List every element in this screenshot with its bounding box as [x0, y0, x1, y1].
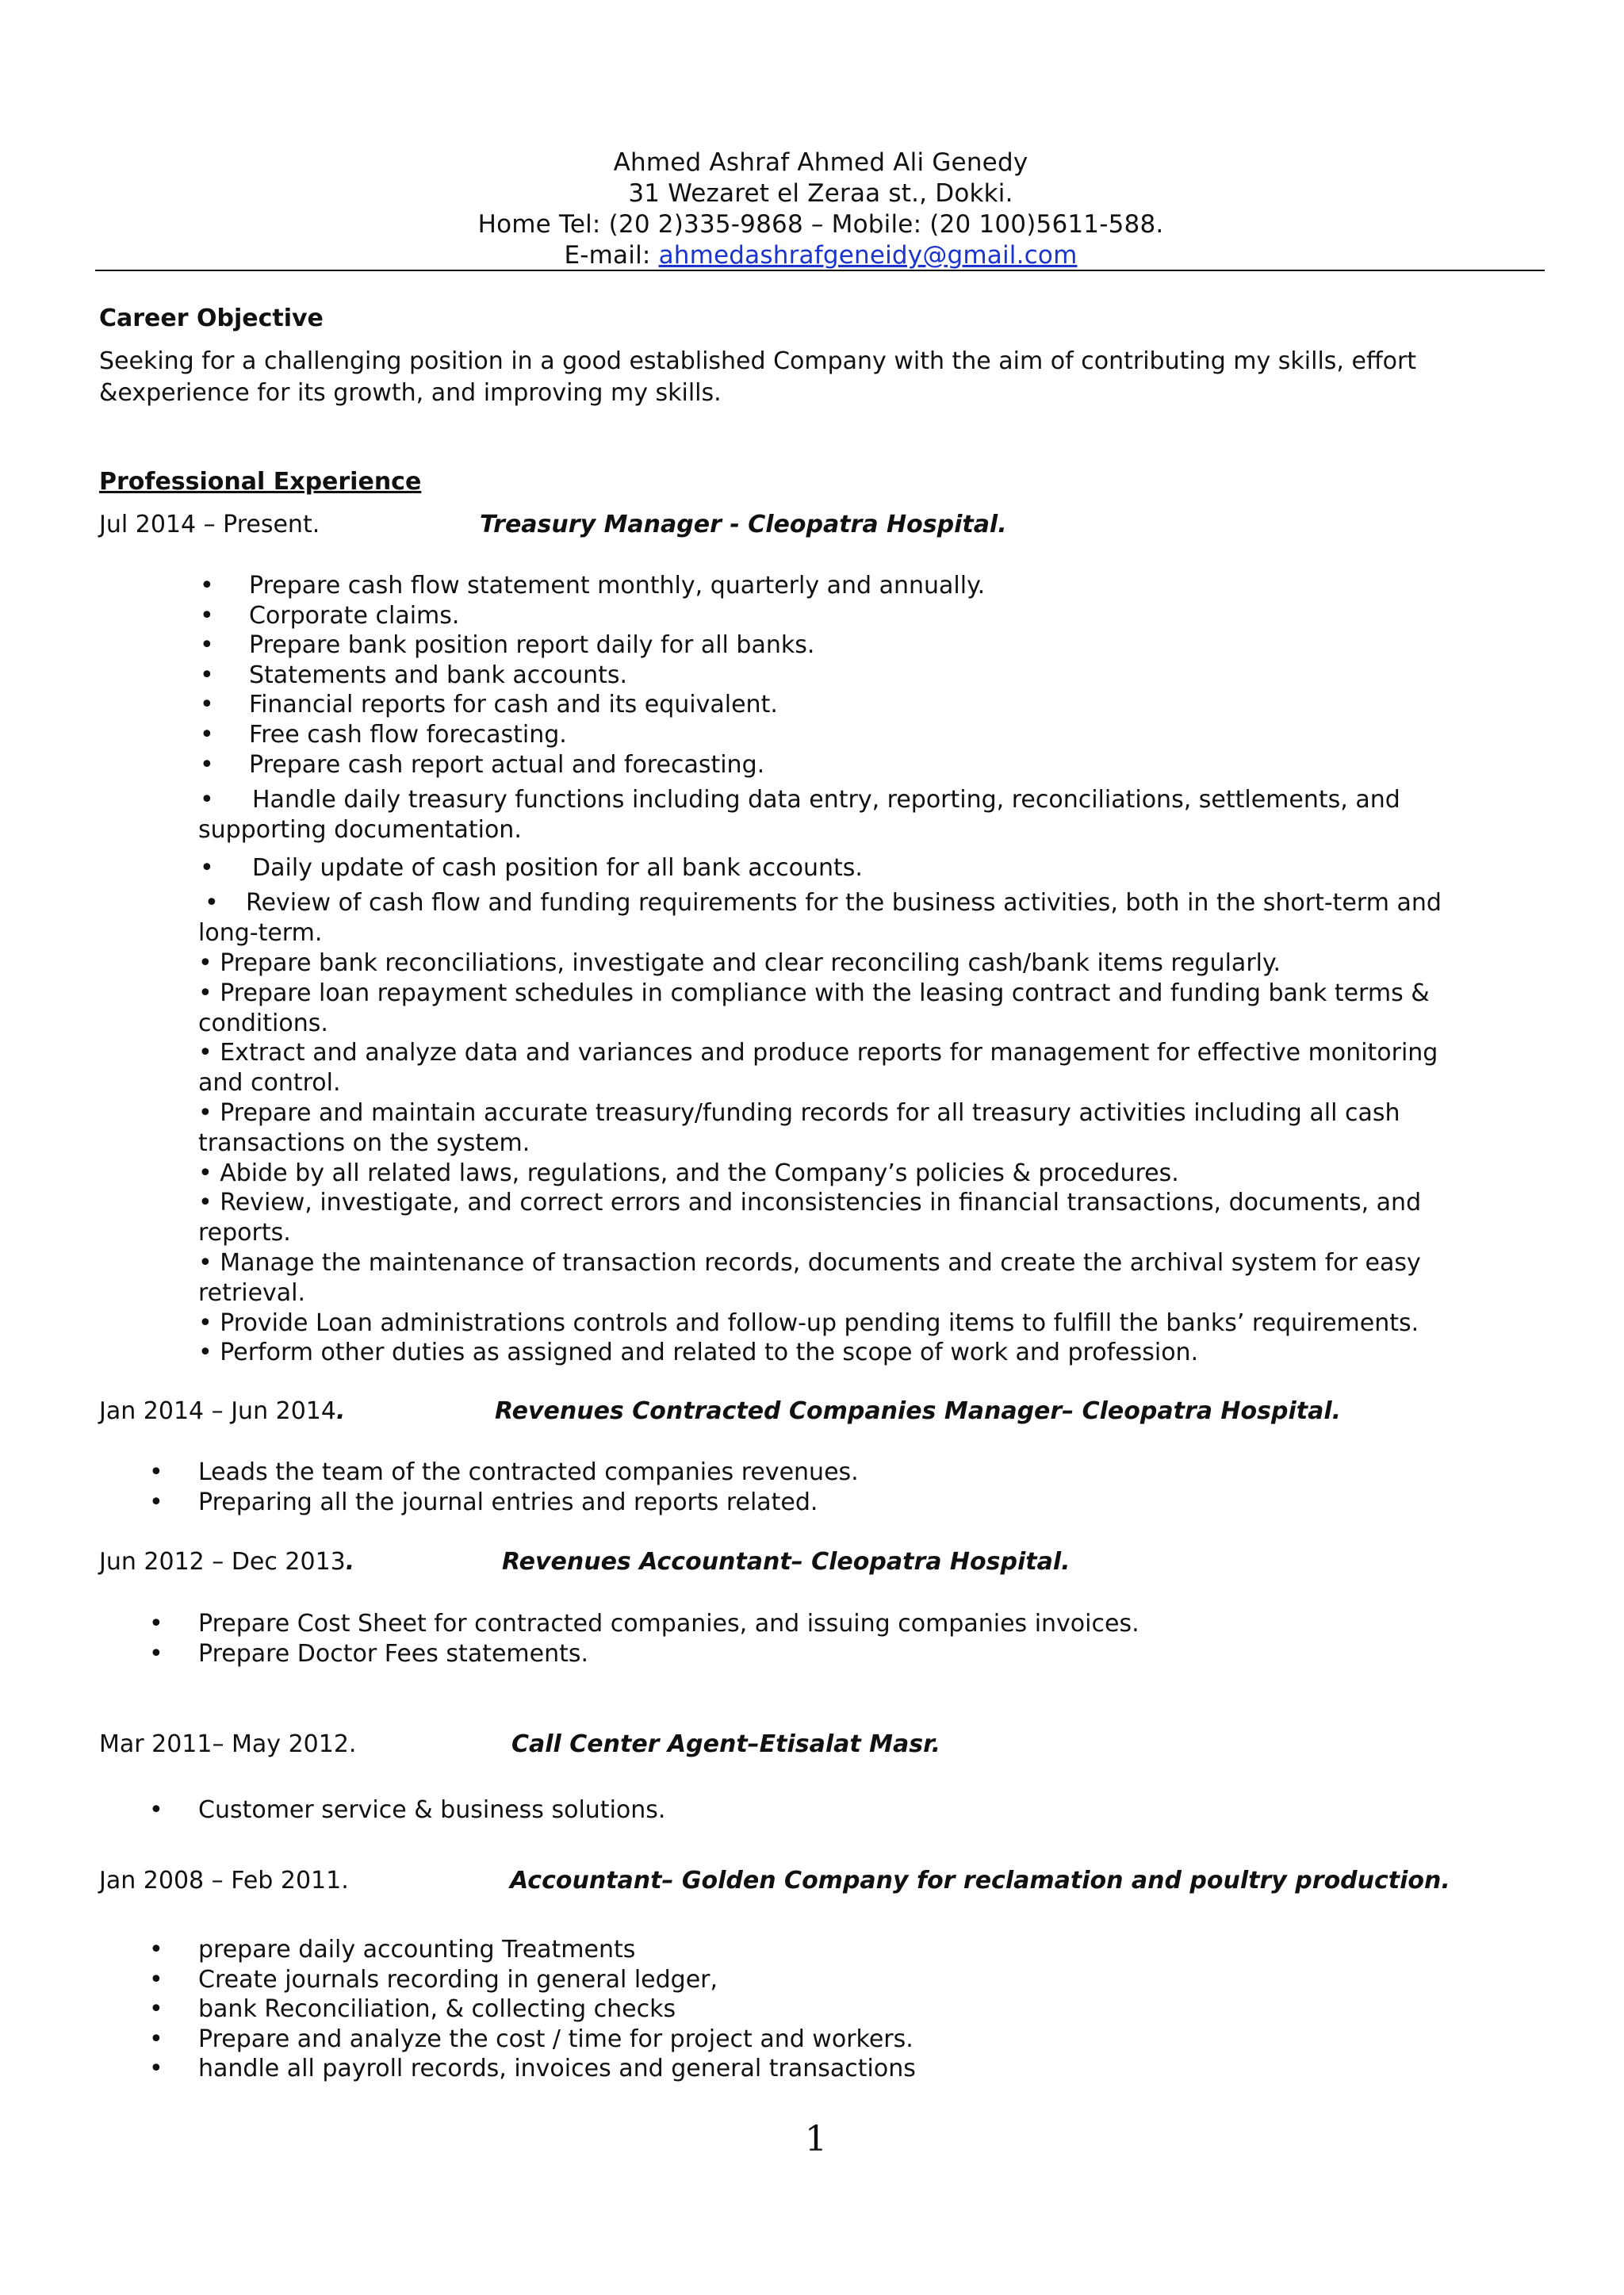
list-line: • Prepare loan repayment schedules in compliance with the leasing contract and funding bank terms &	[198, 979, 1430, 1007]
list-item	[149, 1935, 916, 1965]
career-objective-heading: Career Objective	[99, 305, 324, 332]
bullet-glyph: •	[200, 691, 214, 719]
list-item-text: Customer service & business solutions.	[198, 1796, 666, 1824]
bullet-glyph: •	[200, 661, 214, 689]
objective-line: &experience for its growth, and improving my skills.	[99, 379, 722, 407]
bullet-glyph: •	[200, 854, 214, 882]
bullet-glyph: •	[149, 1488, 163, 1516]
list-item-text: Prepare cash report actual and forecasting.	[249, 750, 765, 779]
list-line: • Perform other duties as assigned and related to the scope of work and profession.	[198, 1339, 1199, 1367]
bullet-glyph: •	[149, 1965, 163, 1994]
list-item-text: Statements and bank accounts.	[249, 661, 628, 689]
list-item-text: Daily update of cash position for all bank accounts.	[252, 854, 863, 882]
list-item	[149, 2025, 916, 2055]
list-item-text: long-term.	[198, 919, 323, 947]
job-date: Jun 2012 – Dec 2013.	[99, 1548, 355, 1576]
list-item-text: handle all payroll records, invoices and general transactions	[198, 2055, 916, 2083]
page-number: 1	[805, 2119, 827, 2159]
list-item	[149, 1965, 916, 1995]
list-item	[149, 1609, 1139, 1639]
list-item-text: Prepare bank position report daily for all banks.	[249, 631, 815, 660]
job-date: Jan 2014 – Jun 2014.	[99, 1397, 346, 1425]
professional-experience-heading: Professional Experience	[99, 468, 422, 496]
list-item	[149, 1639, 1139, 1669]
bullet-glyph: •	[149, 1995, 163, 2024]
list-line: • Prepare and maintain accurate treasury/funding records for all treasury activities including all cash	[198, 1098, 1400, 1127]
list-item	[149, 1795, 665, 1826]
list-line: • Provide Loan administrations controls and follow-up pending items to fulfill the banks’ requirements.	[198, 1308, 1419, 1337]
list-item	[149, 1488, 859, 1518]
list-item	[149, 1994, 916, 2025]
bullet-glyph: •	[200, 786, 214, 814]
job-title: Call Center Agent–Etisalat Masr.	[511, 1730, 941, 1758]
list-line: • Manage the maintenance of transaction records, documents and create the archival system for easy	[198, 1248, 1421, 1277]
list-item-text: prepare daily accounting Treatments	[198, 1936, 636, 1964]
bullet-glyph: •	[149, 1458, 163, 1486]
job-date: Jul 2014 – Present.	[99, 511, 320, 538]
list-item-text: Free cash flow forecasting.	[249, 720, 567, 749]
bullet-glyph: •	[200, 631, 214, 660]
list-item	[200, 853, 214, 883]
job-title: Revenues Accountant– Cleopatra Hospital.	[502, 1548, 1071, 1576]
inline-duties	[198, 948, 1499, 1368]
bullet-glyph: •	[149, 1796, 163, 1824]
list-item-text: Corporate claims.	[249, 601, 460, 630]
list-item	[200, 630, 985, 661]
list-item-text: Review of cash flow and funding requirements for the business activities, both in the short-term and	[246, 889, 1442, 917]
list-item-text: Handle daily treasury functions including data entry, reporting, reconciliations, settlements, and	[252, 786, 1400, 814]
list-line: conditions.	[198, 1009, 328, 1037]
list-item-text: supporting documentation.	[198, 816, 522, 844]
list-line: transactions on the system.	[198, 1128, 530, 1157]
job-title: Revenues Contracted Companies Manager– Cleopatra Hospital.	[495, 1397, 1342, 1425]
objective-line: Seeking for a challenging position in a good established Company with the aim of contributing my skills, effort	[99, 347, 1417, 375]
job-duties-list	[149, 1458, 859, 1517]
job-duties-list	[149, 1935, 916, 2084]
bullet-glyph: •	[205, 889, 219, 917]
email-link[interactable]: ahmedashrafgeneidy@gmail.com	[658, 241, 1078, 270]
bullet-glyph: •	[149, 1610, 163, 1638]
job-date: Jan 2008 – Feb 2011.	[99, 1867, 349, 1895]
list-item-text: Prepare cash flow statement monthly, quarterly and annually.	[249, 572, 986, 600]
list-line: • Prepare bank reconciliations, investigate and clear reconciling cash/bank items regularly.	[198, 949, 1281, 977]
job-date: Mar 2011– May 2012.	[99, 1730, 357, 1758]
contact-header	[95, 148, 1546, 271]
job-duties-list	[149, 1609, 1139, 1669]
list-item	[200, 785, 214, 815]
bullet-glyph: •	[149, 1639, 163, 1668]
bullet-glyph: •	[200, 601, 214, 630]
list-item	[200, 601, 985, 631]
bullet-glyph: •	[149, 2055, 163, 2083]
list-item-text: Prepare Cost Sheet for contracted companies, and issuing companies invoices.	[198, 1610, 1139, 1638]
address: 31 Wezaret el Zeraa st., Dokki.	[628, 179, 1013, 208]
list-line: retrieval.	[198, 1278, 306, 1307]
list-line: and control.	[198, 1069, 341, 1098]
bullet-glyph: •	[200, 720, 214, 749]
list-line: • Extract and analyze data and variances and produce reports for management for effective monitoring	[198, 1039, 1438, 1067]
applicant-name: Ahmed Ashraf Ahmed Ali Genedy	[613, 148, 1028, 177]
list-item	[200, 750, 985, 780]
email-label: E-mail:	[564, 241, 659, 270]
job-duties-list	[200, 571, 985, 780]
bullet-glyph: •	[200, 750, 214, 779]
list-line: • Abide by all related laws, regulations, and the Company’s policies & procedures.	[198, 1159, 1179, 1187]
list-item-text: bank Reconciliation, & collecting checks	[198, 1995, 676, 2024]
job-title: Treasury Manager - Cleopatra Hospital.	[480, 511, 1007, 538]
email-line	[95, 240, 1546, 271]
bullet-glyph: •	[149, 2025, 163, 2053]
list-item	[149, 1458, 859, 1488]
bullet-glyph: •	[149, 1936, 163, 1964]
phone-numbers: Home Tel: (20 2)335-9868 – Mobile: (20 100)5611-588.	[477, 210, 1164, 239]
list-item	[200, 571, 985, 601]
list-line: reports.	[198, 1219, 291, 1247]
job-title: Accountant– Golden Company for reclamation and poultry production.	[510, 1867, 1450, 1895]
list-item	[205, 888, 219, 918]
career-objective-text	[99, 346, 1550, 409]
header-divider	[95, 270, 1545, 271]
list-item	[149, 2054, 916, 2084]
list-item-text: Leads the team of the contracted companies revenues.	[198, 1458, 859, 1486]
job-duties-list	[149, 1795, 665, 1826]
list-item-text: Prepare and analyze the cost / time for project and workers.	[198, 2025, 914, 2053]
list-item-text: Prepare Doctor Fees statements.	[198, 1639, 589, 1668]
list-item-text: Financial reports for cash and its equivalent.	[249, 691, 778, 719]
list-item	[200, 720, 985, 750]
list-line: • Review, investigate, and correct errors and inconsistencies in financial transactions, documents, and	[198, 1189, 1422, 1217]
bullet-glyph: •	[200, 572, 214, 600]
list-item-text: Preparing all the journal entries and reports related.	[198, 1488, 818, 1516]
list-item-text: Create journals recording in general ledger,	[198, 1965, 718, 1994]
list-item	[200, 661, 985, 691]
list-item	[200, 690, 985, 720]
